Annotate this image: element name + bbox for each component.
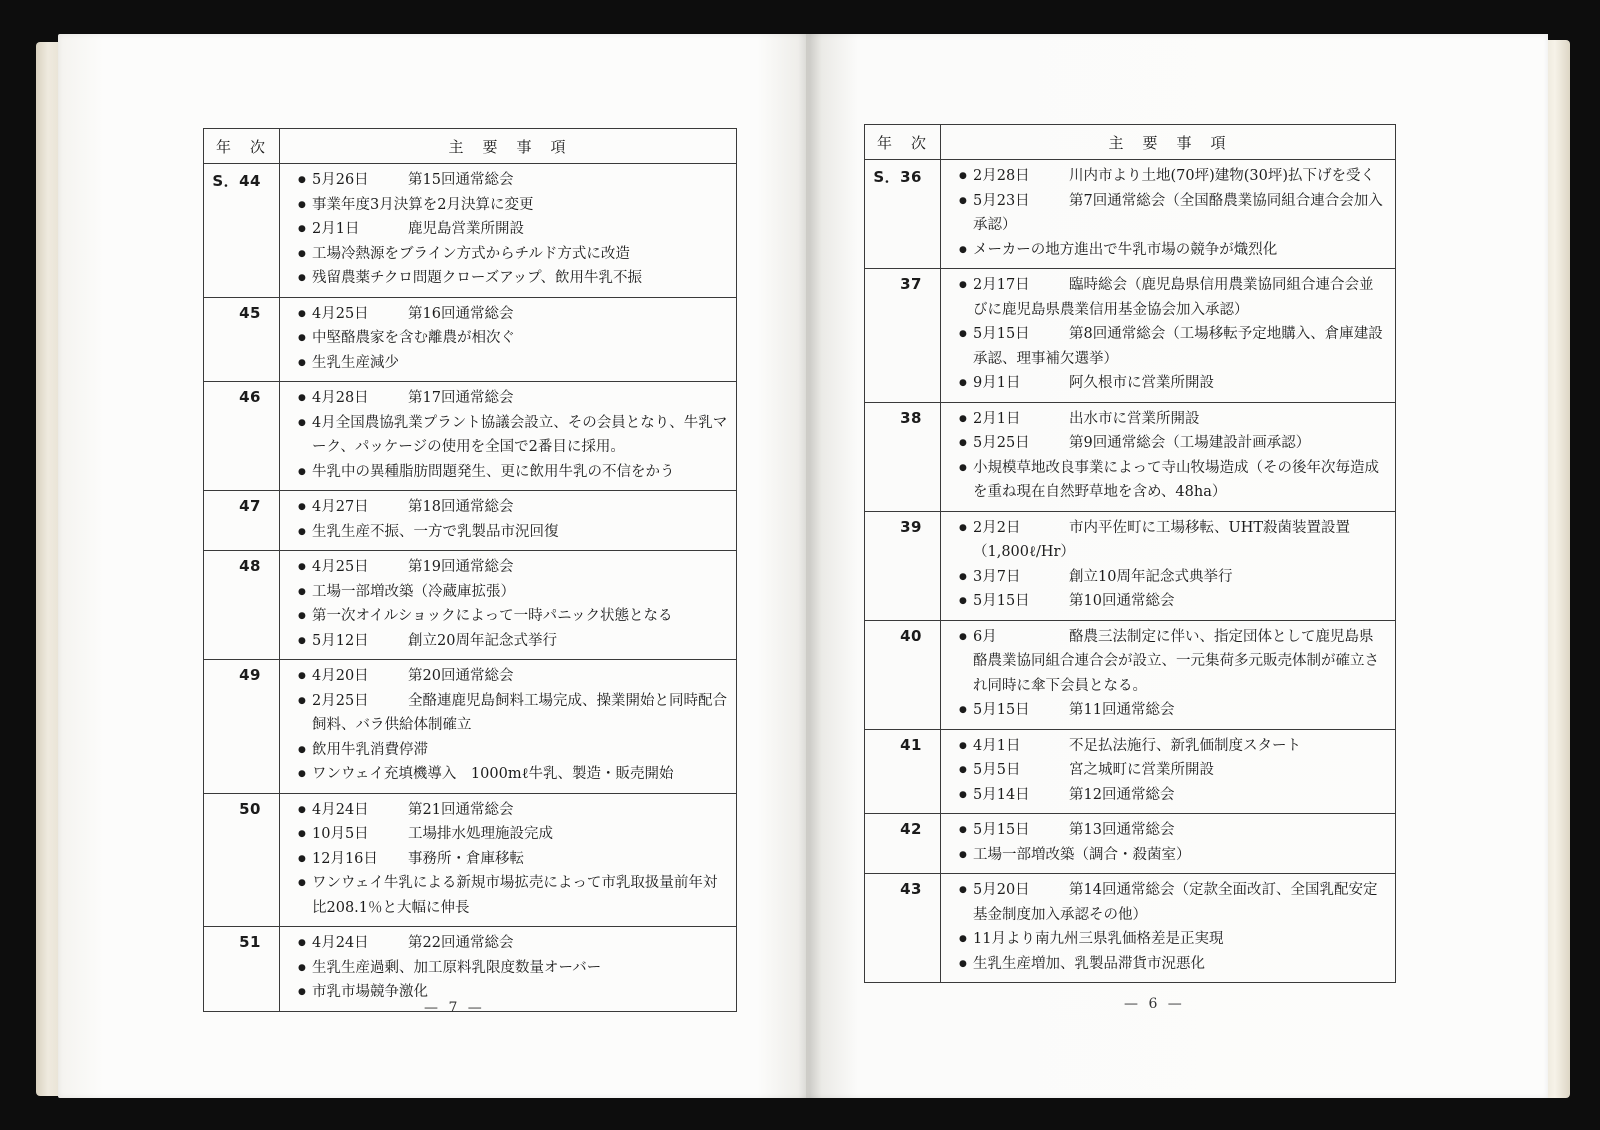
list-item [298, 242, 728, 267]
table-row [204, 793, 737, 927]
timeline-table-left [203, 128, 737, 1012]
event-text: 全酪連鹿児島飼料工場完成、操業開始と同時配合飼料、バラ供給体制確立 [312, 692, 727, 733]
list-item [959, 783, 1387, 808]
book-gutter [798, 34, 822, 1098]
list-item [298, 555, 728, 580]
event-date: 4月20日 [312, 668, 369, 684]
event-date: 4月24日 [312, 935, 369, 951]
event-list [959, 734, 1387, 808]
list-item [298, 798, 728, 823]
list-item [959, 843, 1387, 868]
table-row [204, 164, 737, 298]
list-item [959, 431, 1387, 456]
list-item [298, 168, 728, 193]
table-row [204, 491, 737, 551]
list-item [298, 871, 728, 920]
event-date: 5月20日 [973, 882, 1030, 898]
table-row [865, 160, 1396, 269]
event-text: 工場排水処理施設完成 [408, 826, 553, 842]
event-text: 生乳生産増加、乳製品滞貨市況悪化 [973, 955, 1205, 972]
event-date: 5月5日 [973, 762, 1021, 778]
year-cell: 45 [204, 297, 280, 382]
event-text: 生乳生産不振、一方で乳製品市況回復 [312, 523, 559, 540]
table-row [865, 511, 1396, 620]
year-cell: 43 [865, 874, 941, 983]
events-cell [941, 269, 1396, 403]
list-item [959, 322, 1387, 371]
event-text: 第19回通常総会 [408, 559, 514, 575]
list-item [298, 980, 728, 1005]
table-row [865, 269, 1396, 403]
list-item [298, 664, 728, 689]
events-cell [941, 511, 1396, 620]
event-list [959, 818, 1387, 867]
list-item [298, 193, 728, 218]
event-text: 阿久根市に営業所開設 [1069, 375, 1214, 391]
event-list [959, 625, 1387, 723]
event-date: 2月25日 [312, 692, 369, 709]
year-cell: 42 [865, 814, 941, 874]
event-list [298, 168, 728, 291]
event-date: 5月15日 [973, 822, 1030, 838]
event-text: 第14回通常総会（定款全面改訂、全国乳配安定基金制度加入承認その他） [973, 882, 1378, 923]
list-item [959, 878, 1387, 927]
event-text: 第一次オイルショックによって一時パニック状態となる [312, 608, 673, 624]
event-text: ワンウェイ牛乳による新規市場拡売によって市乳取扱量前年対比208.1％と大幅に伸長 [312, 875, 718, 916]
event-text: 牛乳中の異種脂肪問題発生、更に飲用牛乳の不信をかう [312, 463, 675, 480]
event-text: 生乳生産過剰、加工原料乳限度数量オーバー [312, 959, 602, 976]
event-list [959, 164, 1387, 262]
table-row [204, 660, 737, 794]
table-row [204, 297, 737, 382]
event-list [298, 798, 728, 921]
event-date: 5月25日 [973, 435, 1030, 451]
event-text: 第12回通常総会 [1069, 786, 1175, 803]
page-number-right: — 6 — [1124, 996, 1185, 1012]
event-date: 2月28日 [973, 168, 1030, 184]
list-item [959, 456, 1387, 505]
list-item [298, 302, 728, 327]
event-date: 12月16日 [312, 850, 378, 867]
event-text: 第17回通常総会 [408, 390, 514, 406]
timeline-table-right [864, 124, 1396, 983]
list-item [959, 565, 1387, 590]
events-cell [280, 164, 737, 298]
event-text: 4月全国農協乳業プラント協議会設立、その会員となり、牛乳マーク、パッケージの使用を全国で2番目に採用。 [312, 414, 728, 455]
list-item [298, 762, 728, 787]
list-item [298, 822, 728, 847]
event-text: 工場一部増改築（調合・殺菌室） [973, 846, 1191, 863]
event-text: 工場一部増改築（冷蔵庫拡張） [312, 583, 515, 600]
event-text: 出水市に営業所開設 [1069, 410, 1200, 427]
year-cell: 39 [865, 511, 941, 620]
year-header: 年 次 [865, 125, 941, 160]
events-cell [941, 160, 1396, 269]
event-date: 2月1日 [973, 410, 1021, 427]
event-text: 第11回通常総会 [1069, 702, 1175, 718]
event-date: 4月28日 [312, 390, 369, 406]
list-item [959, 734, 1387, 759]
events-cell [941, 874, 1396, 983]
event-date: 5月15日 [973, 593, 1030, 609]
list-item [298, 738, 728, 763]
table-row [204, 551, 737, 660]
list-item [959, 927, 1387, 952]
year-cell: 47 [204, 491, 280, 551]
event-list [298, 302, 728, 376]
event-list [298, 664, 728, 787]
event-date: 4月27日 [312, 499, 369, 515]
year-cell: 49 [204, 660, 280, 794]
year-cell: 50 [204, 793, 280, 927]
event-date: 5月14日 [973, 786, 1030, 803]
event-date: 4月24日 [312, 801, 369, 818]
event-date: 5月15日 [973, 702, 1030, 718]
event-text: ワンウェイ充填機導入 1000mℓ牛乳、製造・販売開始 [312, 766, 674, 782]
event-text: 第10回通常総会 [1069, 593, 1175, 609]
event-date: 5月23日 [973, 192, 1030, 209]
table-row [204, 382, 737, 491]
event-text: 第8回通常総会（工場移転予定地購入、倉庫建設承認、理事補欠選挙） [973, 326, 1383, 367]
page-number-left: — 7 — [424, 1000, 485, 1016]
year-cell: 38 [865, 402, 941, 511]
event-text: 残留農薬チクロ問題クローズアップ、飲用牛乳不振 [312, 270, 643, 286]
year-cell: 48 [204, 551, 280, 660]
list-item [959, 238, 1387, 263]
list-item [959, 589, 1387, 614]
table-row [204, 927, 737, 1012]
events-cell [280, 382, 737, 491]
list-item [298, 351, 728, 376]
event-date: 5月26日 [312, 172, 369, 188]
list-item [298, 520, 728, 545]
event-date: 9月1日 [973, 375, 1021, 391]
year-cell: S．36 [865, 160, 941, 269]
list-item [959, 371, 1387, 396]
event-date: 4月1日 [973, 737, 1021, 754]
year-cell: 46 [204, 382, 280, 491]
event-list [298, 555, 728, 653]
list-item [298, 931, 728, 956]
event-list [959, 878, 1387, 976]
events-cell [280, 660, 737, 794]
event-text: メーカーの地方進出で牛乳市場の競争が熾烈化 [973, 241, 1278, 258]
event-text: 第9回通常総会（工場建設計画承認） [1069, 435, 1311, 451]
event-date: 10月5日 [312, 826, 369, 842]
event-text: 市乳市場競争激化 [312, 984, 428, 1000]
table-row [865, 620, 1396, 729]
event-list [298, 495, 728, 544]
event-text: 第21回通常総会 [408, 801, 514, 818]
events-cell [941, 620, 1396, 729]
event-text: 第18回通常総会 [408, 499, 514, 515]
list-item [298, 217, 728, 242]
list-item [959, 625, 1387, 699]
event-text: 11月より南九州三県乳価格差是正実現 [973, 931, 1224, 947]
event-list [959, 273, 1387, 396]
list-item [959, 758, 1387, 783]
event-text: 川内市より土地(70坪)建物(30坪)払下げを受く [1069, 168, 1376, 184]
list-item [959, 698, 1387, 723]
event-text: 第16回通常総会 [408, 305, 514, 322]
year-cell: 41 [865, 729, 941, 814]
list-item [298, 847, 728, 872]
event-date: 3月7日 [973, 568, 1021, 585]
open-book [36, 34, 1570, 1104]
year-cell: 37 [865, 269, 941, 403]
events-cell [280, 551, 737, 660]
event-text: 第7回通常総会（全国酪農業協同組合連合会加入承認） [973, 192, 1383, 233]
events-cell [941, 814, 1396, 874]
event-date: 2月1日 [312, 221, 360, 237]
table-row [865, 729, 1396, 814]
list-item [298, 956, 728, 981]
event-text: 工場冷熱源をブライン方式からチルド方式に改造 [312, 245, 630, 262]
event-text: 臨時総会（鹿児島県信用農業協同組合連合会並びに鹿児島県農業信用基金協会加入承認） [973, 277, 1374, 318]
event-date: 4月25日 [312, 305, 369, 322]
events-cell [280, 927, 737, 1012]
list-item [959, 189, 1387, 238]
event-text: 市内平佐町に工場移転、UHT殺菌装置設置（1,800ℓ/Hr） [973, 519, 1351, 560]
list-item [959, 164, 1387, 189]
list-item [298, 411, 728, 460]
event-text: 第20回通常総会 [408, 668, 514, 684]
events-cell [280, 297, 737, 382]
event-text: 不足払法施行、新乳価制度スタート [1069, 737, 1301, 754]
list-item [298, 604, 728, 629]
event-date: 5月15日 [973, 326, 1030, 342]
list-item [959, 952, 1387, 977]
list-item [298, 580, 728, 605]
events-cell [941, 729, 1396, 814]
list-item [298, 495, 728, 520]
right-page [806, 34, 1548, 1098]
event-date: 2月17日 [973, 277, 1030, 293]
event-text: 鹿児島営業所開設 [408, 221, 524, 237]
event-text: 生乳生産減少 [312, 354, 399, 371]
event-text: 第15回通常総会 [408, 172, 514, 188]
event-text: 事務所・倉庫移転 [408, 850, 524, 867]
list-item [298, 326, 728, 351]
matters-header: 主 要 事 項 [280, 129, 737, 164]
list-item [298, 629, 728, 654]
event-text: 創立10周年記念式典挙行 [1069, 568, 1233, 585]
table-row [865, 874, 1396, 983]
year-cell: 51 [204, 927, 280, 1012]
event-text: 第22回通常総会 [408, 935, 514, 951]
table-row [865, 814, 1396, 874]
event-date: 5月12日 [312, 632, 369, 649]
list-item [298, 386, 728, 411]
matters-header: 主 要 事 項 [941, 125, 1396, 160]
event-date: 6月 [973, 628, 997, 645]
events-cell [280, 491, 737, 551]
list-item [298, 460, 728, 485]
event-date: 4月25日 [312, 559, 369, 575]
event-list [298, 386, 728, 484]
events-cell [280, 793, 737, 927]
left-page [58, 34, 818, 1098]
event-text: 酪農三法制定に伴い、指定団体として鹿児島県酪農業協同組合連合会が設立、一元集荷多元販売体制が確立され同時に傘下会員となる。 [973, 628, 1379, 694]
event-text: 中堅酪農家を含む離農が相次ぐ [312, 330, 515, 346]
list-item [959, 818, 1387, 843]
year-cell: S．44 [204, 164, 280, 298]
year-cell: 40 [865, 620, 941, 729]
event-text: 創立20周年記念式挙行 [408, 632, 557, 649]
event-text: 第13回通常総会 [1069, 822, 1175, 838]
events-cell [941, 402, 1396, 511]
event-text: 飲用牛乳消費停滞 [312, 741, 428, 758]
list-item [298, 689, 728, 738]
event-text: 宮之城町に営業所開設 [1069, 762, 1214, 778]
year-header: 年 次 [204, 129, 280, 164]
event-list [959, 407, 1387, 505]
event-text: 事業年度3月決算を2月決算に変更 [312, 196, 534, 213]
event-text: 小規模草地改良事業によって寺山牧場造成（その後年次毎造成を重ね現在自然野草地を含め、48ha） [973, 459, 1379, 500]
list-item [959, 273, 1387, 322]
event-list [298, 931, 728, 1005]
list-item [959, 516, 1387, 565]
list-item [959, 407, 1387, 432]
event-date: 2月2日 [973, 519, 1021, 536]
table-row [865, 402, 1396, 511]
list-item [298, 266, 728, 291]
event-list [959, 516, 1387, 614]
